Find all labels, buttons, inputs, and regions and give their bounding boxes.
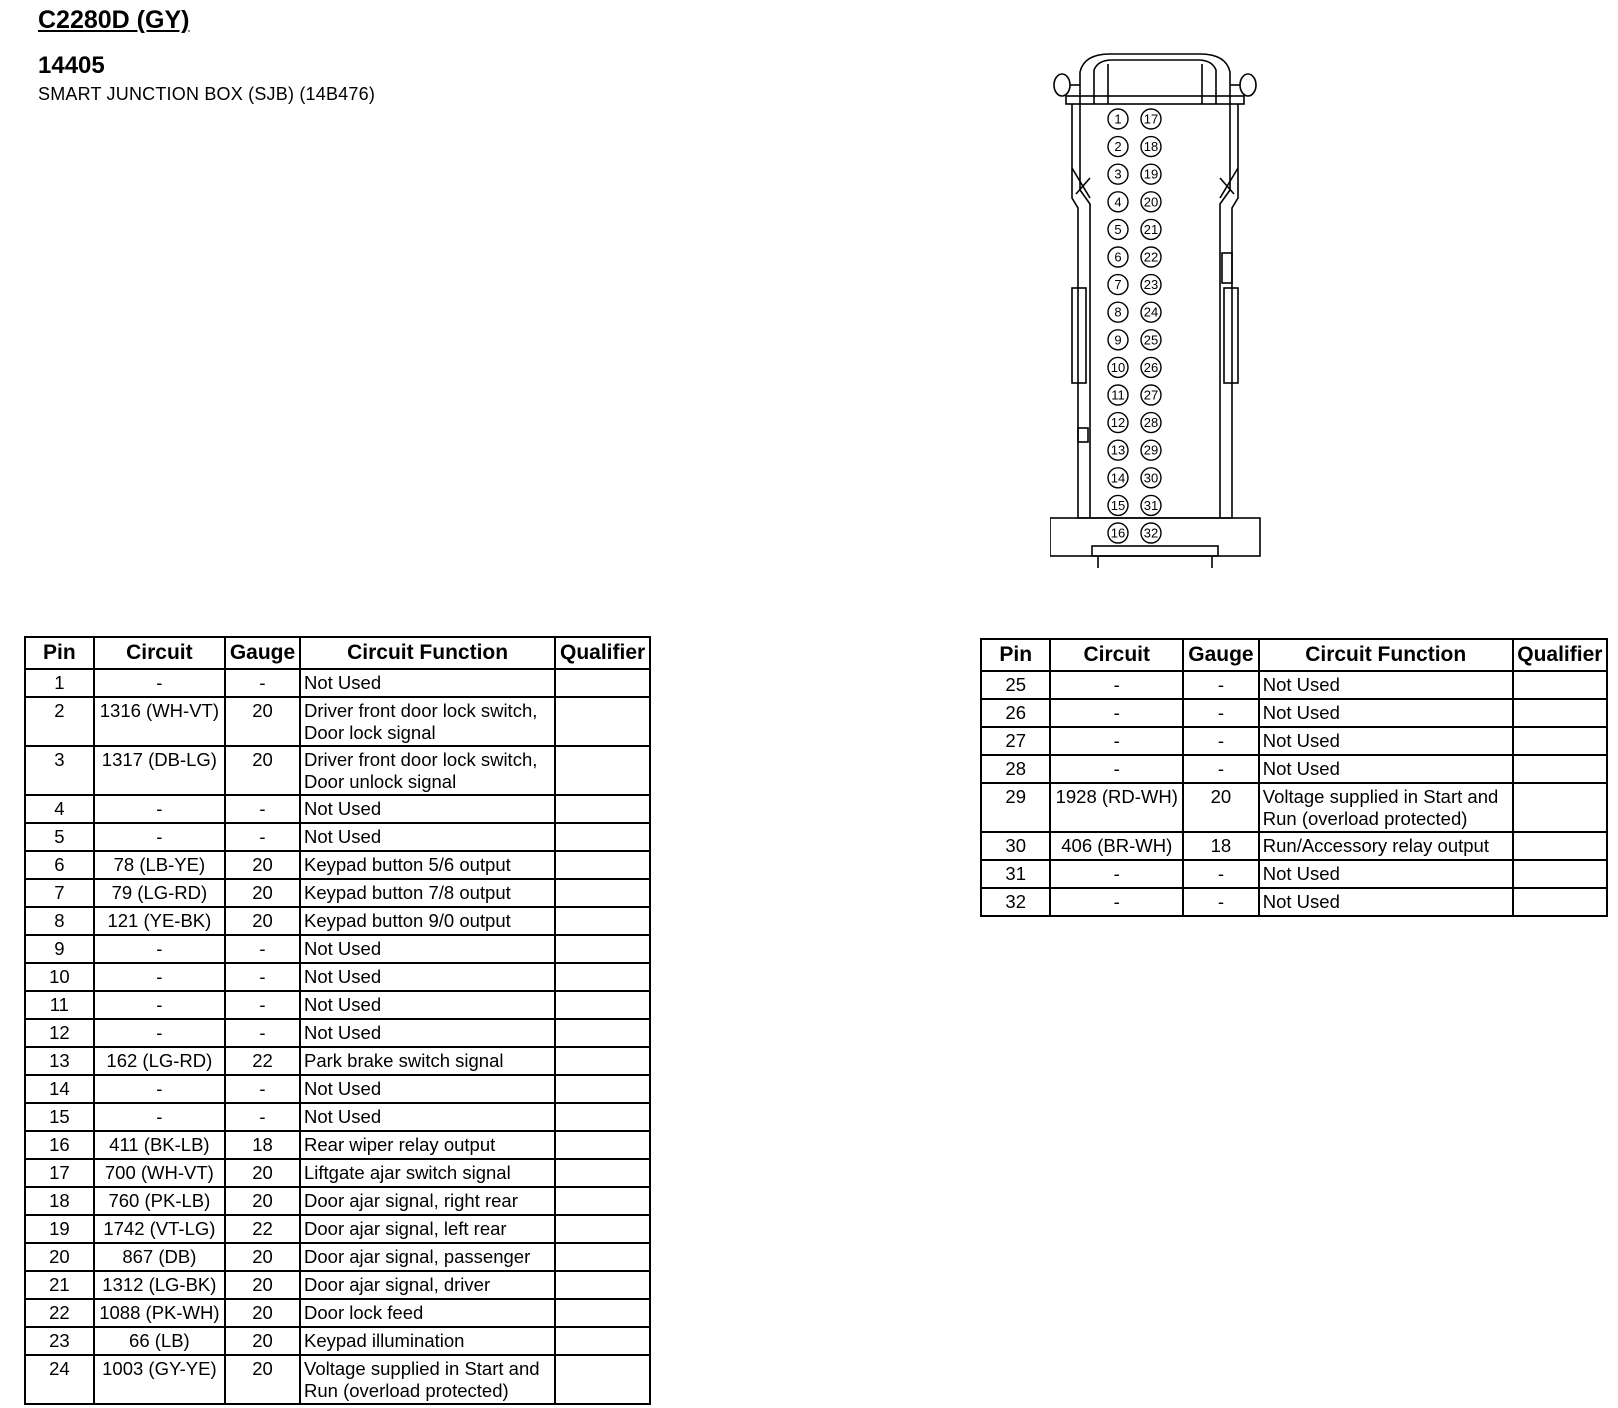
circuit-cell: 78 (LB-YE) (94, 851, 225, 879)
gauge-cell: - (225, 991, 300, 1019)
qualifier-cell (555, 1355, 650, 1404)
circuit-function-cell: Not Used (1259, 699, 1513, 727)
qualifier-cell (555, 963, 650, 991)
connector-pin-label: 11 (1111, 387, 1125, 403)
pin-cell: 25 (981, 671, 1050, 699)
circuit-cell: 1317 (DB-LG) (94, 746, 225, 795)
pin-cell: 16 (25, 1131, 94, 1159)
gauge-cell: 20 (225, 1187, 300, 1215)
pin-cell: 3 (25, 746, 94, 795)
gauge-cell: - (1183, 755, 1259, 783)
gauge-cell: 20 (225, 1355, 300, 1404)
table-row (981, 755, 1607, 783)
connector-pin-label: 6 (1114, 249, 1122, 265)
circuit-function-cell: Not Used (300, 823, 555, 851)
gauge-cell: - (1183, 699, 1259, 727)
qualifier-cell (1513, 671, 1607, 699)
connector-pin-label: 21 (1143, 221, 1159, 237)
connector-pin-label: 10 (1110, 359, 1126, 375)
qualifier-cell (555, 1243, 650, 1271)
pin-cell: 8 (25, 907, 94, 935)
pin-cell: 5 (25, 823, 94, 851)
col-header-qualifier: Qualifier (555, 637, 650, 669)
pin-cell: 17 (25, 1159, 94, 1187)
circuit-cell: 66 (LB) (94, 1327, 225, 1355)
table-row (981, 832, 1607, 860)
qualifier-cell (555, 1103, 650, 1131)
table-row (25, 879, 650, 907)
circuit-cell: 1316 (WH-VT) (94, 697, 225, 746)
pinout-table-right (980, 638, 1608, 917)
table-row (25, 823, 650, 851)
pin-cell: 7 (25, 879, 94, 907)
connector-pin-label: 24 (1143, 304, 1159, 320)
circuit-function-cell: Not Used (300, 1075, 555, 1103)
qualifier-cell (555, 795, 650, 823)
qualifier-cell (555, 1159, 650, 1187)
table-row (25, 991, 650, 1019)
circuit-cell: - (94, 1019, 225, 1047)
gauge-cell: 18 (225, 1131, 300, 1159)
pin-cell: 15 (25, 1103, 94, 1131)
circuit-cell: 1928 (RD-WH) (1050, 783, 1183, 832)
circuit-cell: - (94, 669, 225, 697)
circuit-cell: - (1050, 888, 1183, 916)
qualifier-cell (555, 697, 650, 746)
circuit-function-cell: Door lock feed (300, 1299, 555, 1327)
table-header-row (981, 639, 1607, 671)
qualifier-cell (555, 907, 650, 935)
pin-cell: 1 (25, 669, 94, 697)
col-header-circuit: Circuit (1050, 639, 1183, 671)
circuit-function-cell: Voltage supplied in Start and Run (overload protected) (300, 1355, 555, 1404)
circuit-function-cell: Door ajar signal, left rear (300, 1215, 555, 1243)
circuit-function-cell: Not Used (300, 963, 555, 991)
circuit-function-cell: Keypad illumination (300, 1327, 555, 1355)
circuit-function-cell: Keypad button 9/0 output (300, 907, 555, 935)
pin-cell: 32 (981, 888, 1050, 916)
qualifier-cell (1513, 755, 1607, 783)
table-row (981, 671, 1607, 699)
circuit-function-cell: Driver front door lock switch, Door unlock signal (300, 746, 555, 795)
circuit-function-cell: Not Used (1259, 671, 1513, 699)
gauge-cell: - (1183, 888, 1259, 916)
connector-pin-label: 2 (1114, 139, 1122, 155)
connector-id-title: C2280D (GY) (38, 6, 190, 34)
circuit-cell: - (1050, 755, 1183, 783)
circuit-cell: - (1050, 860, 1183, 888)
circuit-function-cell: Not Used (1259, 755, 1513, 783)
pin-cell: 31 (981, 860, 1050, 888)
circuit-cell: - (94, 1075, 225, 1103)
qualifier-cell (1513, 699, 1607, 727)
gauge-cell: 22 (225, 1215, 300, 1243)
table-row (25, 1159, 650, 1187)
pin-cell: 27 (981, 727, 1050, 755)
pin-cell: 24 (25, 1355, 94, 1404)
connector-pin-label: 32 (1143, 525, 1159, 541)
gauge-cell: - (225, 823, 300, 851)
connector-pin-label: 20 (1143, 194, 1159, 210)
circuit-cell: 121 (YE-BK) (94, 907, 225, 935)
gauge-cell: 20 (225, 879, 300, 907)
circuit-function-cell: Not Used (1259, 860, 1513, 888)
gauge-cell: - (1183, 860, 1259, 888)
qualifier-cell (1513, 727, 1607, 755)
connector-pin-label: 18 (1143, 139, 1159, 155)
circuit-cell: - (1050, 727, 1183, 755)
circuit-cell: 867 (DB) (94, 1243, 225, 1271)
col-header-qualifier: Qualifier (1513, 639, 1607, 671)
connector-pin-label: 17 (1143, 111, 1159, 127)
pin-cell: 13 (25, 1047, 94, 1075)
pin-cell: 4 (25, 795, 94, 823)
connector-pin-label: 30 (1143, 470, 1159, 486)
connector-pin-label: 13 (1110, 442, 1126, 458)
table-row (25, 1243, 650, 1271)
circuit-function-cell: Voltage supplied in Start and Run (overload protected) (1259, 783, 1513, 832)
connector-pin-label: 4 (1114, 194, 1122, 210)
col-header-circuit: Circuit (94, 637, 225, 669)
connector-pin-label: 26 (1143, 359, 1159, 375)
connector-pin-label: 8 (1114, 304, 1122, 320)
qualifier-cell (555, 879, 650, 907)
pin-cell: 26 (981, 699, 1050, 727)
gauge-cell: 20 (225, 1271, 300, 1299)
table-row (25, 851, 650, 879)
qualifier-cell (555, 746, 650, 795)
qualifier-cell (555, 1187, 650, 1215)
qualifier-cell (555, 1271, 650, 1299)
gauge-cell: - (1183, 727, 1259, 755)
table-row (25, 1271, 650, 1299)
table-row (25, 1103, 650, 1131)
qualifier-cell (555, 851, 650, 879)
gauge-cell: 20 (225, 697, 300, 746)
table-row (25, 1019, 650, 1047)
pin-cell: 18 (25, 1187, 94, 1215)
col-header-circuit-function: Circuit Function (1259, 639, 1513, 671)
connector-pin-label: 14 (1110, 470, 1126, 486)
circuit-function-cell: Not Used (1259, 888, 1513, 916)
table-row (981, 727, 1607, 755)
circuit-function-cell: Not Used (300, 795, 555, 823)
gauge-cell: - (225, 795, 300, 823)
gauge-cell: 20 (225, 1327, 300, 1355)
gauge-cell: 18 (1183, 832, 1259, 860)
connector-pin-label: 28 (1143, 415, 1159, 431)
table-row (25, 669, 650, 697)
qualifier-cell (1513, 860, 1607, 888)
qualifier-cell (555, 1131, 650, 1159)
table-row (25, 1215, 650, 1243)
circuit-function-cell: Liftgate ajar switch signal (300, 1159, 555, 1187)
connector-pin-label: 7 (1114, 277, 1122, 293)
connector-pin-label: 3 (1114, 166, 1122, 182)
connector-pin-label: 31 (1143, 497, 1159, 513)
gauge-cell: 20 (225, 746, 300, 795)
qualifier-cell (555, 1327, 650, 1355)
pin-cell: 20 (25, 1243, 94, 1271)
pin-cell: 30 (981, 832, 1050, 860)
table-row (981, 699, 1607, 727)
col-header-gauge: Gauge (1183, 639, 1259, 671)
gauge-cell: 20 (225, 1243, 300, 1271)
table-row (25, 795, 650, 823)
connector-pin-label: 1 (1114, 111, 1122, 127)
circuit-function-cell: Park brake switch signal (300, 1047, 555, 1075)
table-row (981, 888, 1607, 916)
pin-cell: 2 (25, 697, 94, 746)
gauge-cell: 20 (225, 907, 300, 935)
connector-pin-label: 16 (1110, 525, 1126, 541)
gauge-cell: 20 (1183, 783, 1259, 832)
table-row (25, 1355, 650, 1404)
connector-pin-label: 19 (1143, 166, 1159, 182)
circuit-function-cell: Not Used (1259, 727, 1513, 755)
qualifier-cell (555, 1215, 650, 1243)
pin-cell: 28 (981, 755, 1050, 783)
circuit-function-cell: Not Used (300, 1103, 555, 1131)
pin-cell: 29 (981, 783, 1050, 832)
circuit-function-cell: Not Used (300, 935, 555, 963)
circuit-function-cell: Door ajar signal, passenger (300, 1243, 555, 1271)
gauge-cell: - (225, 935, 300, 963)
qualifier-cell (555, 1047, 650, 1075)
circuit-cell: 1742 (VT-LG) (94, 1215, 225, 1243)
table-row (25, 963, 650, 991)
pin-cell: 10 (25, 963, 94, 991)
circuit-function-cell: Driver front door lock switch, Door lock signal (300, 697, 555, 746)
pin-cell: 21 (25, 1271, 94, 1299)
gauge-cell: 22 (225, 1047, 300, 1075)
table-row (25, 1075, 650, 1103)
circuit-cell: 760 (PK-LB) (94, 1187, 225, 1215)
gauge-cell: - (225, 1075, 300, 1103)
circuit-cell: - (94, 935, 225, 963)
connector-face-diagram (1050, 48, 1280, 588)
connector-pin-label: 5 (1114, 221, 1122, 237)
col-header-circuit-function: Circuit Function (300, 637, 555, 669)
circuit-function-cell: Keypad button 5/6 output (300, 851, 555, 879)
circuit-cell: - (1050, 699, 1183, 727)
gauge-cell: - (225, 1019, 300, 1047)
circuit-cell: 1088 (PK-WH) (94, 1299, 225, 1327)
gauge-cell: 20 (225, 1159, 300, 1187)
qualifier-cell (1513, 888, 1607, 916)
gauge-cell: - (225, 669, 300, 697)
pin-cell: 6 (25, 851, 94, 879)
qualifier-cell (555, 1075, 650, 1103)
table-row (25, 907, 650, 935)
table-row (25, 746, 650, 795)
table-row (25, 1327, 650, 1355)
gauge-cell: - (225, 963, 300, 991)
table-row (25, 935, 650, 963)
circuit-cell: - (94, 1103, 225, 1131)
connector-pin-label: 22 (1143, 249, 1159, 265)
table-row (981, 860, 1607, 888)
qualifier-cell (555, 935, 650, 963)
circuit-cell: 1312 (LG-BK) (94, 1271, 225, 1299)
circuit-function-cell: Not Used (300, 1019, 555, 1047)
circuit-cell: - (94, 963, 225, 991)
table-row (25, 697, 650, 746)
connector-pin-label: 9 (1114, 332, 1122, 348)
connector-pin-label: 15 (1110, 497, 1126, 513)
qualifier-cell (555, 669, 650, 697)
gauge-cell: - (225, 1103, 300, 1131)
pin-cell: 23 (25, 1327, 94, 1355)
table-row (25, 1299, 650, 1327)
connector-pin-label: 29 (1143, 442, 1159, 458)
connector-pin-grid (1108, 109, 1161, 543)
table-header-row (25, 637, 650, 669)
pinout-table-left (24, 636, 651, 1405)
qualifier-cell (555, 1299, 650, 1327)
circuit-cell: - (1050, 671, 1183, 699)
col-header-pin: Pin (25, 637, 94, 669)
circuit-function-cell: Door ajar signal, right rear (300, 1187, 555, 1215)
pin-cell: 9 (25, 935, 94, 963)
connector-pin-label: 27 (1143, 387, 1159, 403)
connector-pin-label: 25 (1143, 332, 1159, 348)
qualifier-cell (1513, 832, 1607, 860)
qualifier-cell (1513, 783, 1607, 832)
circuit-cell: 79 (LG-RD) (94, 879, 225, 907)
circuit-function-cell: Not Used (300, 991, 555, 1019)
pin-cell: 12 (25, 1019, 94, 1047)
pin-cell: 22 (25, 1299, 94, 1327)
circuit-function-cell: Not Used (300, 669, 555, 697)
table-row (25, 1131, 650, 1159)
part-description: SMART JUNCTION BOX (SJB) (14B476) (38, 84, 376, 104)
gauge-cell: - (1183, 671, 1259, 699)
circuit-function-cell: Keypad button 7/8 output (300, 879, 555, 907)
gauge-cell: 20 (225, 851, 300, 879)
gauge-cell: 20 (225, 1299, 300, 1327)
circuit-cell: 700 (WH-VT) (94, 1159, 225, 1187)
circuit-cell: - (94, 823, 225, 851)
connector-pin-label: 12 (1110, 415, 1126, 431)
pin-cell: 14 (25, 1075, 94, 1103)
pin-cell: 19 (25, 1215, 94, 1243)
table-row (25, 1187, 650, 1215)
circuit-cell: - (94, 991, 225, 1019)
qualifier-cell (555, 823, 650, 851)
circuit-cell: - (94, 795, 225, 823)
col-header-pin: Pin (981, 639, 1050, 671)
circuit-function-cell: Run/Accessory relay output (1259, 832, 1513, 860)
circuit-cell: 1003 (GY-YE) (94, 1355, 225, 1404)
connector-pin-label: 23 (1143, 277, 1159, 293)
part-number: 14405 (38, 52, 105, 79)
circuit-cell: 162 (LG-RD) (94, 1047, 225, 1075)
circuit-cell: 411 (BK-LB) (94, 1131, 225, 1159)
col-header-gauge: Gauge (225, 637, 300, 669)
pin-cell: 11 (25, 991, 94, 1019)
qualifier-cell (555, 1019, 650, 1047)
circuit-function-cell: Rear wiper relay output (300, 1131, 555, 1159)
qualifier-cell (555, 991, 650, 1019)
table-row (981, 783, 1607, 832)
circuit-function-cell: Door ajar signal, driver (300, 1271, 555, 1299)
table-row (25, 1047, 650, 1075)
circuit-cell: 406 (BR-WH) (1050, 832, 1183, 860)
